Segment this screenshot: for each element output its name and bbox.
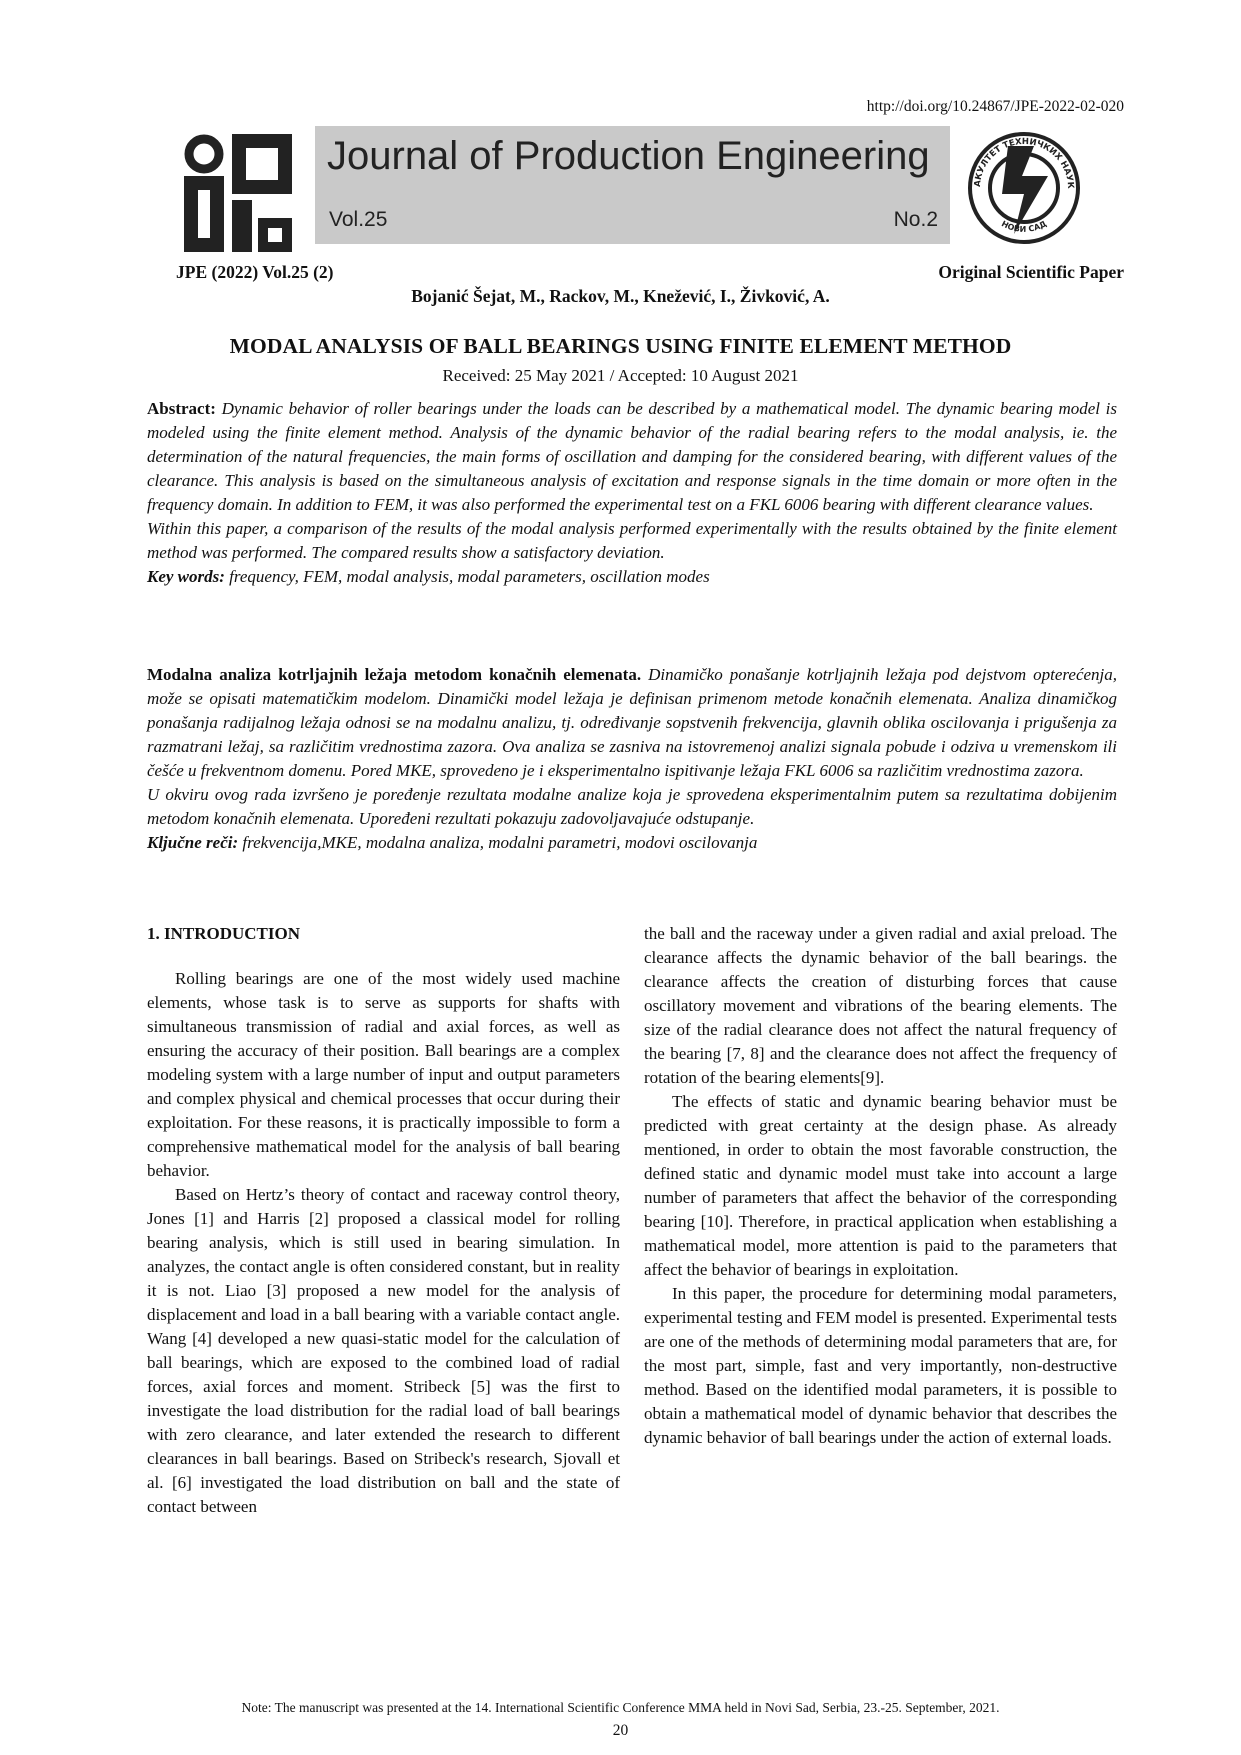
intro-paragraph-5: In this paper, the procedure for determining modal parameters, experimental testing and FEM model is presented. Experimental tests are one of the methods of determining modal parameters that are, for the most part, simple, fast and very importantly, non-destructive method. Based on the identified modal parameters, it is possible to obtain a mathematical model of dynamic behavior that describes the dynamic behavior of ball bearings under the action of external loads. bbox=[644, 1284, 1117, 1447]
issue-number-label: No.2 bbox=[893, 208, 938, 231]
serbian-title: Modalna analiza kotrljajnih ležaja metodom konačnih elemenata. bbox=[147, 665, 642, 684]
serbian-abstract bbox=[147, 663, 1117, 855]
keywords-label: Key words: bbox=[147, 567, 225, 586]
serbian-keywords: frekvencija,MKE, modalna analiza, modalni parametri, modovi oscilovanja bbox=[242, 833, 758, 852]
jpe-logo-icon bbox=[184, 134, 292, 252]
left-column bbox=[147, 922, 620, 1519]
section-heading-introduction: 1. INTRODUCTION bbox=[147, 924, 301, 943]
intro-paragraph-2: Based on Hertz’s theory of contact and raceway control theory, Jones [1] and Harris [2] proposed a classical model for rolling bearing analysis, which is still used in bearing simulation. In analyzes, the contact angle is often considered constant, but in reality it is not. Liao [3] proposed a new model for the analysis of displacement and load in a ball bearing with a variable contact angle. Wang [4] developed a new quasi-static model for the calculation of ball bearings, which are exposed to the combined load of radial forces, axial forces and moment. Stribeck [5] was the first to investigate the load distribution for the radial load of ball bearings with zero clearance, and later extended the research to different clearances in ball bearings. Based on Stribeck's research, Sjovall et al. [6] investigated the load distribution on ball and the state of contact between bbox=[147, 1185, 620, 1516]
abstract-label: Abstract: bbox=[147, 399, 216, 418]
authors: Bojanić Šejat, M., Rackov, M., Knežević, I., Živković, A. bbox=[411, 286, 830, 306]
footnote: Note: The manuscript was presented at the 14. International Scientific Conference MMA held in Novi Sad, Serbia, 23.-25. September, 2021. bbox=[241, 1700, 1000, 1715]
paper-title: MODAL ANALYSIS OF BALL BEARINGS USING FINITE ELEMENT METHOD bbox=[229, 334, 1012, 358]
volume-label: Vol.25 bbox=[329, 208, 388, 231]
seal-text-bottom: НОВИ САД bbox=[999, 219, 1049, 234]
page-number: 20 bbox=[612, 1722, 629, 1739]
abstract-paragraph-2: Within this paper, a comparison of the results of the modal analysis performed experimentally with the results obtained by the finite element method was performed. The compared results show a satisfactory deviation. bbox=[147, 519, 1117, 562]
right-column bbox=[644, 922, 1117, 1450]
journal-banner bbox=[315, 126, 950, 244]
intro-paragraph-3: the ball and the raceway under a given radial and axial preload. The clearance affects the dynamic behavior of the ball bearings. the clearance affects the creation of disturbing forces that cause oscillatory movement and vibrations of the bearing elements. The size of the radial clearance does not affect the natural frequency of the bearing [7, 8] and the clearance does not affect the frequency of rotation of the bearing elements[9]. bbox=[644, 924, 1117, 1087]
faculty-seal-icon bbox=[964, 126, 1084, 246]
serbian-abstract-paragraph-1: Dinamičko ponašanje kotrljajnih ležaja pod dejstvom opterećenja, može se opisati matematičkim modelom. Dinamički model ležaja je definisan primenom metode konačnih elemenata. Analiza dinamičkog ponašanja radijalnog ležaja odnosi se na modalnu analizu, tj. određivanje sopstvenih frekvencija, glavnih oblika oscilovanja i prigušenja za razmatrani ležaj, sa različitim vrednostima zazora. Ova analiza se zasniva na istovremenoj analizi signala pobude i odziva u vremenskom ili češće u frekventnom domenu. Pored MKE, sprovedeno je i eksperimentalno ispitivanje ležaja FKL 6006 sa različitim vrednostima zazora. bbox=[147, 665, 1118, 780]
paper-type: Original Scientific Paper bbox=[938, 262, 1124, 282]
journal-masthead bbox=[184, 126, 1124, 252]
abstract bbox=[147, 397, 1117, 589]
received-accepted-dates: Received: 25 May 2021 / Accepted: 10 August 2021 bbox=[442, 366, 799, 385]
abstract-paragraph-1: Dynamic behavior of roller bearings under the loads can be described by a mathematical model. The dynamic bearing model is modeled using the finite element method. Analysis of the dynamic behavior of the radial bearing refers to the modal analysis, ie. the determination of the natural frequencies, the main forms of oscillation and damping for the considered bearing, with different values of the clearance. This analysis is based on the simultaneous analysis of excitation and response signals in the time domain or more often in the frequency domain. In addition to FEM, it was also performed the experimental test on a FKL 6006 bearing with different clearance values. bbox=[147, 399, 1117, 514]
intro-paragraph-1: Rolling bearings are one of the most widely used machine elements, whose task is to serve as supports for shafts with simultaneous transmission of radial and axial forces, as well as ensuring the accuracy of their position. Ball bearings are a complex modeling system with a large number of input and output parameters and complex physical and chemical processes that occur during their exploitation. For these reasons, it is practically impossible to form a comprehensive mathematical model for the analysis of ball bearing behavior. bbox=[147, 969, 620, 1180]
serbian-keywords-label: Ključne reči: bbox=[147, 833, 239, 852]
seal-text-top: АКУЛТЕТ ТЕХНИЧКИХ НАУК bbox=[972, 136, 1076, 190]
citation-line: JPE (2022) Vol.25 (2) bbox=[176, 262, 334, 282]
doi-link[interactable]: http://doi.org/10.24867/JPE-2022-02-020 bbox=[866, 98, 1124, 115]
intro-paragraph-4: The effects of static and dynamic bearing behavior must be predicted with great certainty at the design phase. As already mentioned, in order to obtain the most favorable construction, the defined static and dynamic model must take into account a large number of parameters that affect the behavior of the corresponding bearing [10]. Therefore, in practical application when establishing a mathematical model, more attention is paid to the parameters that affect the behavior of bearings in exploitation. bbox=[644, 1092, 1117, 1279]
journal-title: Journal of Production Engineering bbox=[327, 134, 930, 178]
serbian-abstract-paragraph-2: U okviru ovog rada izvršeno je poređenje rezultata modalne analize koja je sprovedena eksperimentalnim putem sa rezultatima dobijenim metodom konačnih elemenata. Upoređeni rezultati pokazuju zadovoljavajuće odstupanje. bbox=[147, 785, 1117, 828]
keywords: frequency, FEM, modal analysis, modal parameters, oscillation modes bbox=[229, 567, 710, 586]
